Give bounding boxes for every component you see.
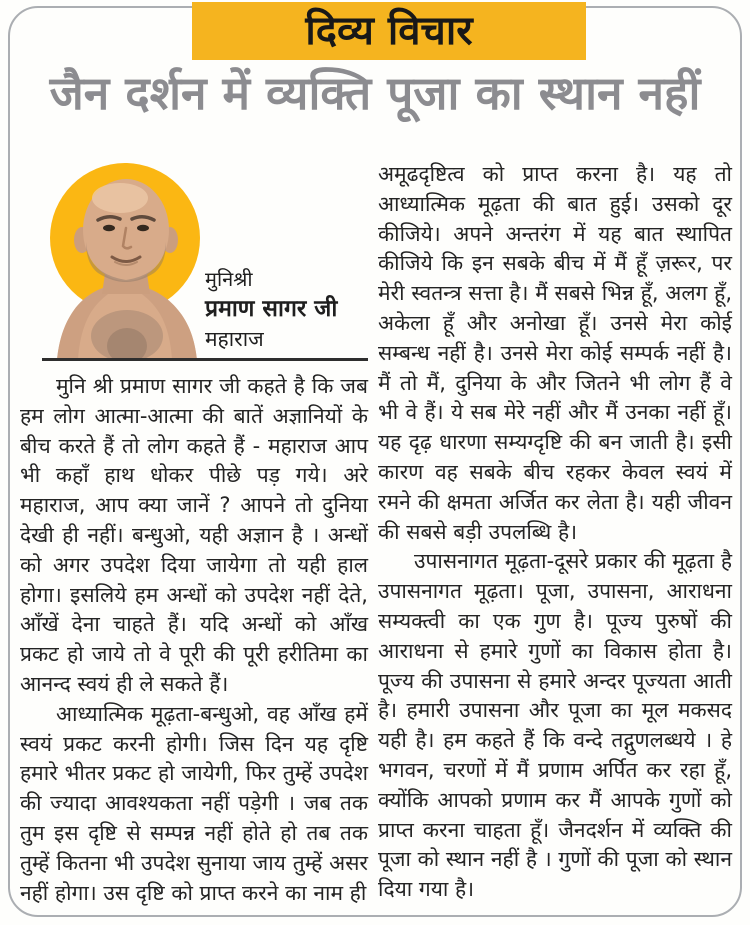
- author-prefix: मुनिश्री: [205, 267, 253, 291]
- section-banner: [192, 2, 586, 60]
- article-paragraph: उपासनागत मूढ़ता-दूसरे प्रकार की मूढ़ता है उपासनागत मूढ़ता। पूजा, उपासना, आराधना सम्यक्त्वी का एक गुण है। पूज्य पुरुषों की आराधना से हमारे गुणों का विकास होता है। पूज्य की उपासना से हमारे अन्दर पूज्यता आती है। हमारी उपासना और पूजा का मूल मकसद यही है। हम कहते हैं कि वन्दे तद्गुणलब्धये । हे भगवन, चरणों में मैं प्रणाम अर्पित कर रहा हूँ, क्योंकि आपको प्रणाम कर मैं आपके गुणों को प्राप्त करना चाहता हूँ। जैनदर्शन में व्यक्ति की पूजा को स्थान नहीं है । गुणों की पूजा को स्थान दिया गया है।: [378, 549, 732, 902]
- article-paragraph: अमूढदृष्टित्व को प्राप्त करना है। यह तो आध्यात्मिक मूढ़ता की बात हुई। उसको दूर कीजिये। अपने अन्तरंग में यह बात स्थापित कीजिये कि इन सबके बीच में मैं हूँ ज़रूर, पर मेरी स्वतन्त्र सत्ता है। मैं सबसे भिन्न हूँ, अलग हूँ, अकेला हूँ और अनोखा हूँ। उनसे मेरा कोई सम्बन्ध नहीं है। उनसे मेरा कोई सम्पर्क नहीं है। मैं तो मैं, दुनिया के और जितने भी लोग हैं वे भी वे हैं। ये सब मेरे नहीं और मैं उनका नहीं हूँ। यह दृढ़ धारणा सम्यग्दृष्टि की बन जाती है। इसी कारण वह सबके बीच रहकर केवल स्वयं में रमने की क्षमता अर्जित कर लेता है। यही जीवन की सबसे बड़ी उपलब्धि है।: [378, 162, 732, 544]
- article-column-left: [20, 372, 368, 908]
- section-banner-label: दिव्य विचार: [305, 8, 473, 54]
- author-caption: [205, 266, 337, 354]
- article-column-right: [378, 160, 732, 905]
- article-paragraph: आध्यात्मिक मूढ़ता-बन्धुओ, वह आँख हमें स्वयं प्रकट करनी होगी। जिस दिन यह दृष्टि हमारे भीतर प्रकट हो जायेगी, फिर तुम्हें उपदेश की ज्यादा आवश्यकता नहीं पड़ेगी । जब तक तुम इस दृष्टि से सम्पन्न नहीं होते हो तब तक तुम्हें कितना भी उपदेश सुनाया जाय तुम्हें असर नहीं होगा। उस दृष्टि को प्राप्त करने का नाम ही: [20, 701, 368, 905]
- author-name: प्रमाण सागर जी: [205, 295, 338, 322]
- monk-portrait-illustration: [28, 158, 230, 360]
- monk-portrait-photo: [28, 158, 230, 360]
- article-paragraph: मुनि श्री प्रमाण सागर जी कहते है कि जब हम लोग आत्मा-आत्मा की बातें अज्ञानियों के बीच करते हैं तो लोग कहते हैं - महाराज आप भी कहाँ हाथ धोकर पीछे पड़ गये। अरे महाराज, आप क्या जानें ? आपने तो दुनिया देखी ही नहीं। बन्धुओ, यही अज्ञान है । अन्धों को अगर उपदेश दिया जायेगा तो यही हाल होगा। इसलिये हम अन्धों को उपदेश नहीं देते, आँखें देना चाहते हैं। यदि अन्धों को आँख प्रकट हो जाये तो वे पूरी की पूरी हरीतिमा का आनन्द स्वयं ही ले सकते हैं।: [20, 374, 368, 696]
- author-suffix: महाराज: [205, 327, 264, 352]
- caption-divider-rule: [42, 358, 368, 361]
- article-headline: जैन दर्शन में व्यक्ति पूजा का स्थान नहीं: [49, 66, 701, 120]
